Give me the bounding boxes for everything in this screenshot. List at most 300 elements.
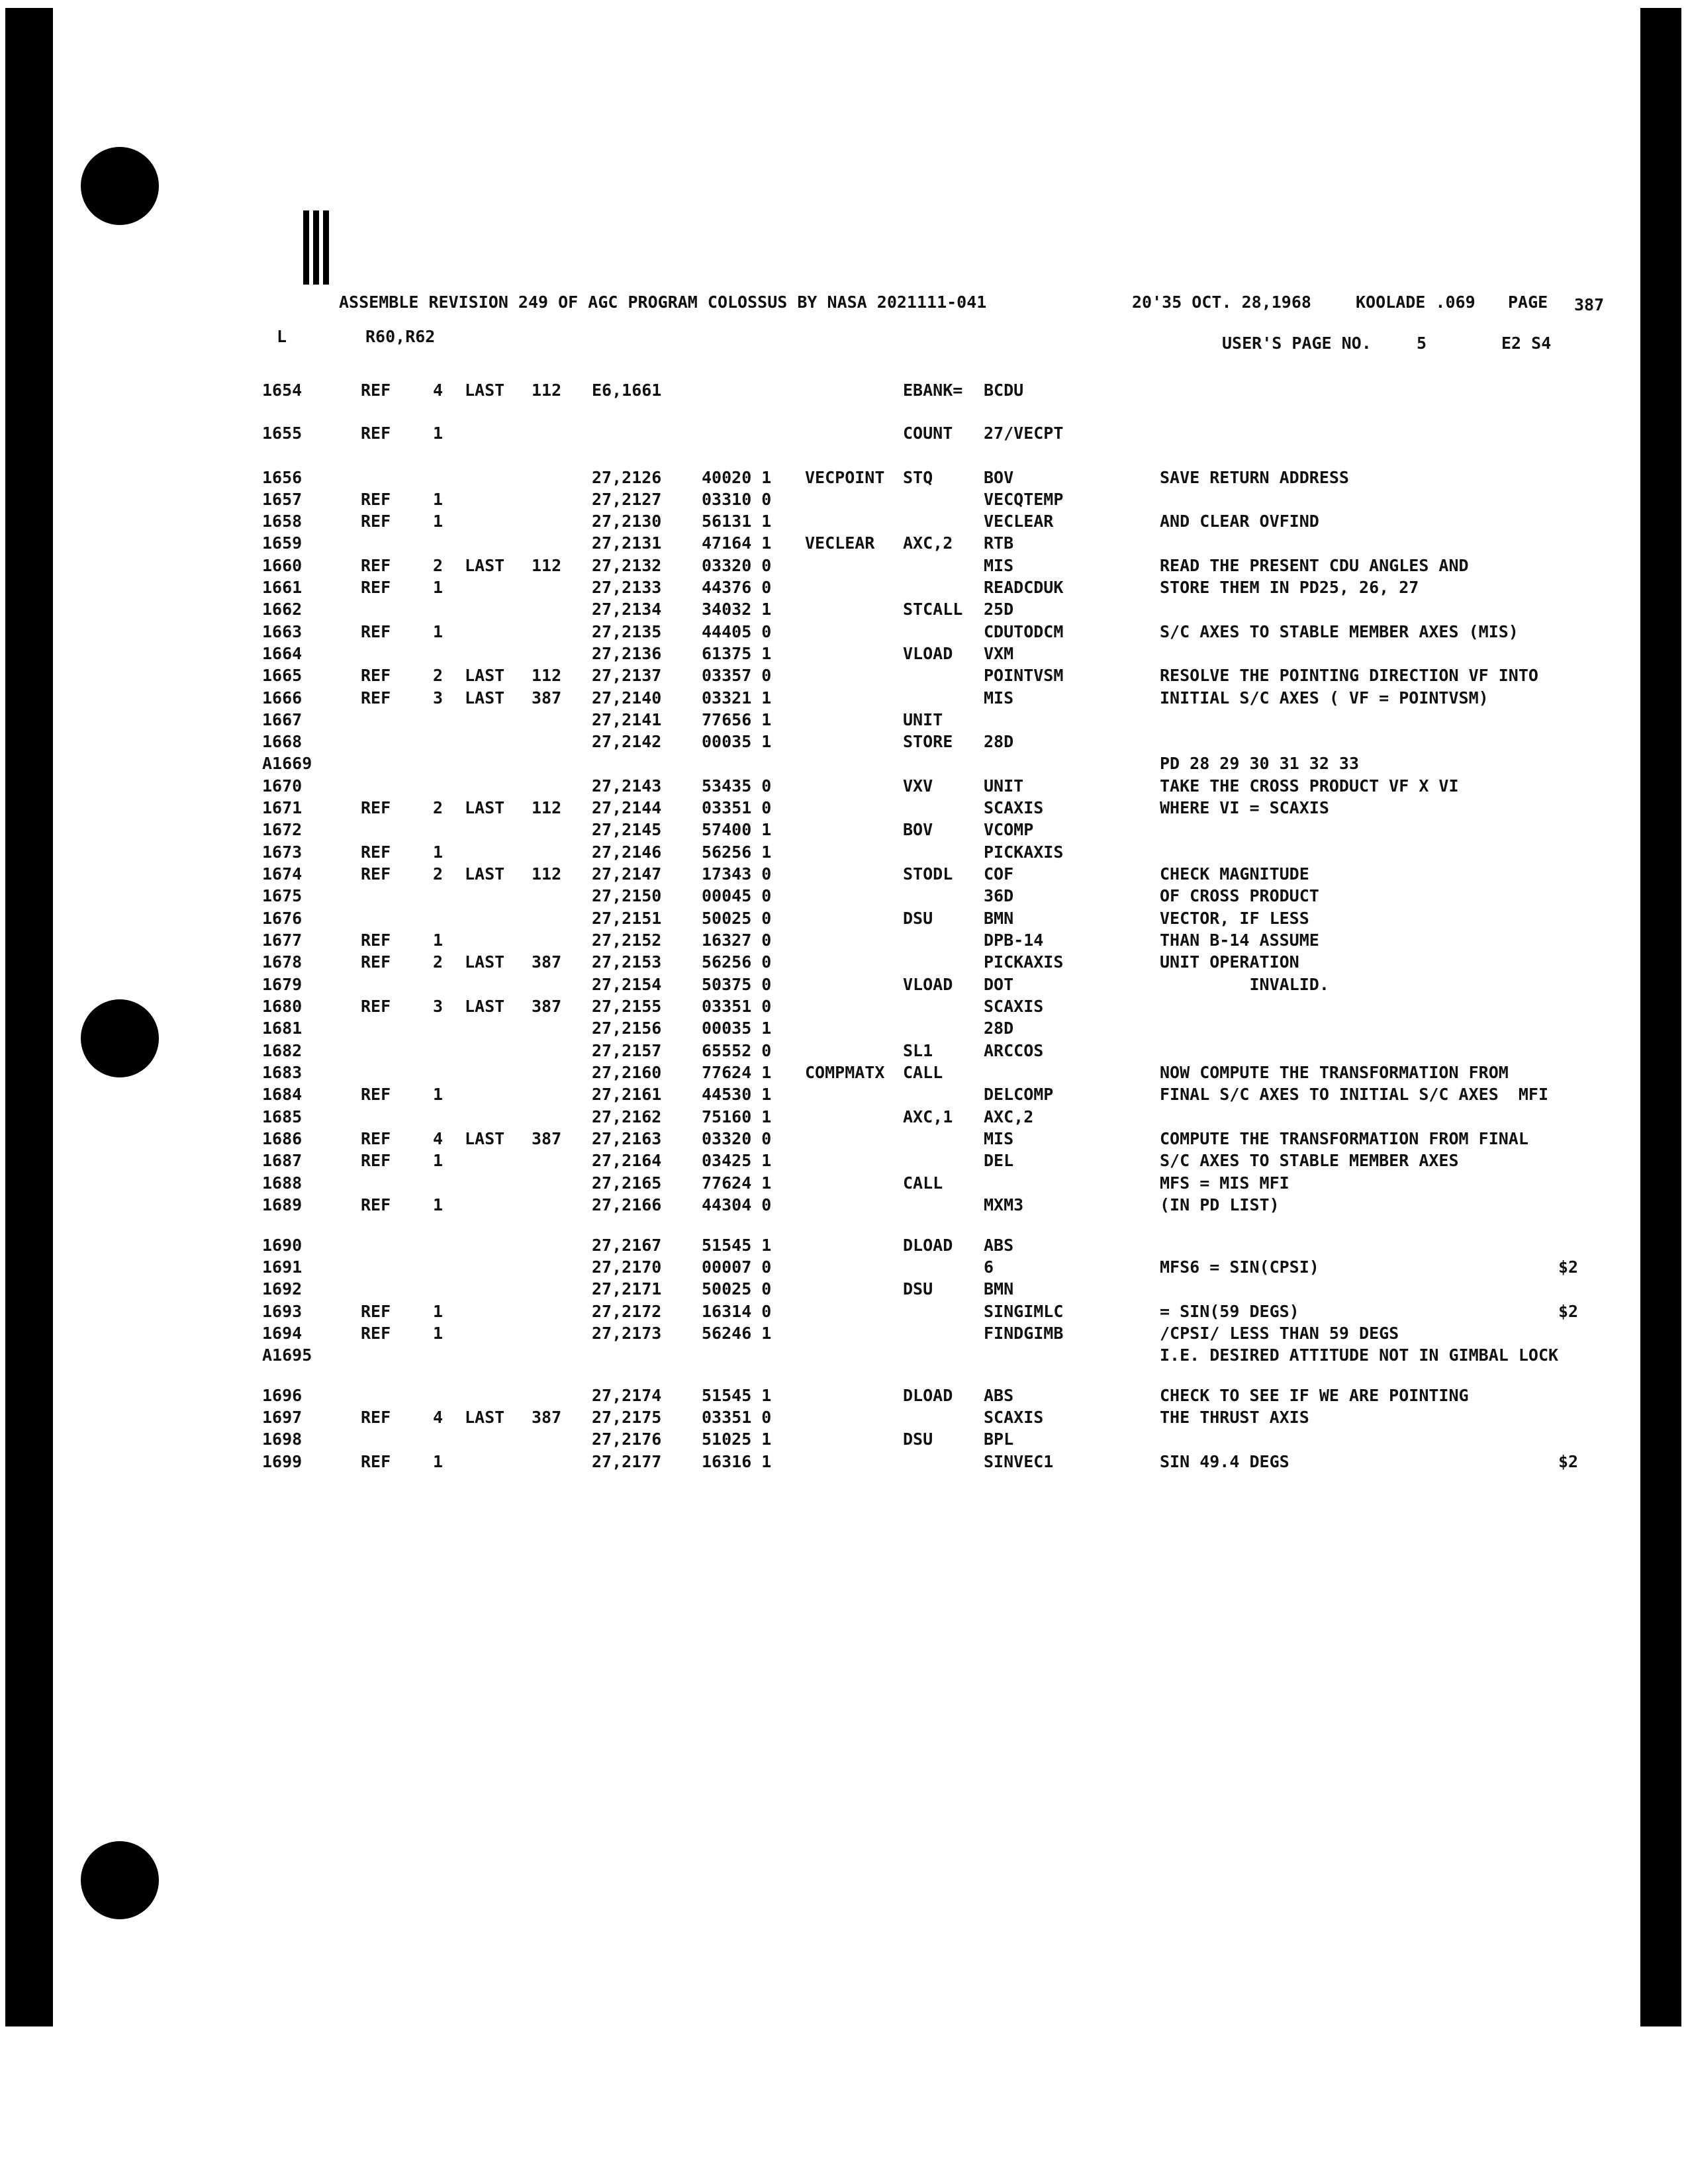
listing-row — [0, 864, 1622, 884]
ref-keyword: REF — [361, 952, 391, 972]
comment: PD 28 29 30 31 32 33 — [1160, 754, 1360, 773]
operand: BOV — [984, 468, 1014, 487]
line-number: 1689 — [262, 1195, 303, 1214]
line-number: 1680 — [262, 997, 303, 1016]
address: 27,2177 — [592, 1452, 662, 1471]
octal-code: 77624 1 — [702, 1063, 772, 1082]
opcode: DLOAD — [903, 1386, 953, 1405]
address: 27,2153 — [592, 952, 662, 972]
line-number: 1683 — [262, 1063, 303, 1082]
subheader-code: E2 S4 — [1501, 334, 1552, 353]
listing-row — [0, 732, 1622, 752]
comment: STORE THEM IN PD25, 26, 27 — [1160, 578, 1419, 597]
comment: NOW COMPUTE THE TRANSFORMATION FROM — [1160, 1063, 1509, 1082]
line-number: 1684 — [262, 1085, 303, 1104]
address: 27,2154 — [592, 975, 662, 994]
operand: 25D — [984, 600, 1014, 619]
address: 27,2156 — [592, 1019, 662, 1038]
subheader-level: L — [277, 327, 287, 346]
line-number: 1655 — [262, 424, 303, 443]
last-page: 112 — [532, 798, 562, 817]
address: 27,2152 — [592, 931, 662, 950]
address: 27,2137 — [592, 666, 662, 685]
subheader-routine: R60,R62 — [365, 327, 436, 346]
printer-logo-mark — [303, 210, 330, 285]
octal-code: 50025 0 — [702, 1279, 772, 1298]
operand: CDUTODCM — [984, 622, 1064, 641]
label: VECLEAR — [805, 533, 875, 553]
ref-count: 2 — [433, 952, 444, 972]
listing-row — [0, 556, 1622, 576]
last-page: 112 — [532, 666, 562, 685]
octal-code: 03351 0 — [702, 997, 772, 1016]
line-number: 1661 — [262, 578, 303, 597]
operand: MIS — [984, 556, 1014, 575]
listing-row — [0, 1041, 1622, 1061]
address: 27,2175 — [592, 1408, 662, 1427]
header-koolade: KOOLADE .069 — [1356, 293, 1476, 312]
line-number: 1660 — [262, 556, 303, 575]
operand: ABS — [984, 1386, 1014, 1405]
listing-row — [0, 909, 1622, 929]
line-number: 1696 — [262, 1386, 303, 1405]
octal-code: 00007 0 — [702, 1257, 772, 1277]
operand: MXM3 — [984, 1195, 1024, 1214]
last-keyword: LAST — [465, 556, 505, 575]
last-keyword: LAST — [465, 381, 505, 400]
line-number: 1699 — [262, 1452, 303, 1471]
subheader-users-page-label: USER'S PAGE NO. — [1222, 334, 1372, 353]
listing-row — [0, 1107, 1622, 1127]
octal-code: 56256 0 — [702, 952, 772, 972]
label: VECPOINT — [805, 468, 885, 487]
line-number: 1682 — [262, 1041, 303, 1060]
octal-code: 51545 1 — [702, 1236, 772, 1255]
ref-keyword: REF — [361, 381, 391, 400]
octal-code: 03321 1 — [702, 688, 772, 707]
operand: DOT — [984, 975, 1014, 994]
octal-code: 00035 1 — [702, 732, 772, 751]
operand: PICKAXIS — [984, 842, 1064, 862]
ref-keyword: REF — [361, 578, 391, 597]
line-number: 1656 — [262, 468, 303, 487]
comment: TAKE THE CROSS PRODUCT VF X VI — [1160, 776, 1459, 796]
address: 27,2142 — [592, 732, 662, 751]
opcode: VXV — [903, 776, 933, 796]
operand: SCAXIS — [984, 997, 1044, 1016]
listing-row — [0, 622, 1622, 642]
octal-code: 16316 1 — [702, 1452, 772, 1471]
listing-row — [0, 776, 1622, 796]
operand: COF — [984, 864, 1014, 884]
listing-row — [0, 1173, 1622, 1193]
operand: BMN — [984, 909, 1014, 928]
line-number: 1673 — [262, 842, 303, 862]
listing-row — [0, 975, 1622, 995]
line-number: 1698 — [262, 1430, 303, 1449]
comment: S/C AXES TO STABLE MEMBER AXES — [1160, 1151, 1459, 1170]
listing-row — [0, 1085, 1622, 1105]
comment: (IN PD LIST) — [1160, 1195, 1280, 1214]
ref-count: 4 — [433, 1129, 444, 1148]
ref-count: 1 — [433, 578, 444, 597]
comment: FINAL S/C AXES TO INITIAL S/C AXES MFI — [1160, 1085, 1548, 1104]
opcode: DSU — [903, 1279, 933, 1298]
opcode: STQ — [903, 468, 933, 487]
operand: 28D — [984, 732, 1014, 751]
line-number: 1666 — [262, 688, 303, 707]
listing-row — [0, 1408, 1622, 1428]
address: 27,2145 — [592, 820, 662, 839]
line-number: 1697 — [262, 1408, 303, 1427]
listing-row — [0, 997, 1622, 1017]
listing-row — [0, 820, 1622, 840]
opcode: DSU — [903, 1430, 933, 1449]
address: E6,1661 — [592, 381, 662, 400]
scan-edge-right — [1640, 8, 1681, 2026]
operand: BMN — [984, 1279, 1014, 1298]
opcode: AXC,2 — [903, 533, 953, 553]
opcode: COUNT — [903, 424, 953, 443]
address: 27,2130 — [592, 512, 662, 531]
opcode: STODL — [903, 864, 953, 884]
comment: COMPUTE THE TRANSFORMATION FROM FINAL — [1160, 1129, 1528, 1148]
line-number: 1678 — [262, 952, 303, 972]
comment: THAN B-14 ASSUME — [1160, 931, 1319, 950]
address: 27,2161 — [592, 1085, 662, 1104]
address: 27,2132 — [592, 556, 662, 575]
listing-row — [0, 1129, 1622, 1149]
octal-code: 56246 1 — [702, 1324, 772, 1343]
last-keyword: LAST — [465, 1408, 505, 1427]
line-number: 1671 — [262, 798, 303, 817]
listing-row — [0, 490, 1622, 510]
last-keyword: LAST — [465, 864, 505, 884]
address: 27,2163 — [592, 1129, 662, 1148]
octal-code: 44530 1 — [702, 1085, 772, 1104]
operand: SCAXIS — [984, 798, 1044, 817]
octal-code: 61375 1 — [702, 644, 772, 663]
ref-count: 2 — [433, 556, 444, 575]
header-datetime: 20'35 OCT. 28,1968 — [1132, 293, 1311, 312]
address: 27,2141 — [592, 710, 662, 729]
address: 27,2133 — [592, 578, 662, 597]
operand: POINTVSM — [984, 666, 1064, 685]
ref-count: 2 — [433, 798, 444, 817]
octal-code: 00035 1 — [702, 1019, 772, 1038]
opcode: CALL — [903, 1063, 943, 1082]
comment: SIN 49.4 DEGS — [1160, 1452, 1289, 1471]
operand: VECLEAR — [984, 512, 1054, 531]
listing-row — [0, 1151, 1622, 1171]
opcode: AXC,1 — [903, 1107, 953, 1126]
line-number: 1685 — [262, 1107, 303, 1126]
comment: RESOLVE THE POINTING DIRECTION VF INTO — [1160, 666, 1538, 685]
comment: THE THRUST AXIS — [1160, 1408, 1309, 1427]
operand: BPL — [984, 1430, 1014, 1449]
line-number: 1692 — [262, 1279, 303, 1298]
ref-count: 1 — [433, 512, 444, 531]
ref-keyword: REF — [361, 1302, 391, 1321]
octal-code: 51025 1 — [702, 1430, 772, 1449]
octal-code: 51545 1 — [702, 1386, 772, 1405]
ref-keyword: REF — [361, 556, 391, 575]
operand: UNIT — [984, 776, 1024, 796]
octal-code: 75160 1 — [702, 1107, 772, 1126]
octal-code: 53435 0 — [702, 776, 772, 796]
line-number: 1675 — [262, 886, 303, 905]
listing-row — [0, 1302, 1622, 1322]
comment: AND CLEAR OVFIND — [1160, 512, 1319, 531]
line-number: 1670 — [262, 776, 303, 796]
last-page: 112 — [532, 556, 562, 575]
comment: = SIN(59 DEGS) — [1160, 1302, 1299, 1321]
line-number: 1679 — [262, 975, 303, 994]
line-number: 1686 — [262, 1129, 303, 1148]
octal-code: 44376 0 — [702, 578, 772, 597]
ref-keyword: REF — [361, 1324, 391, 1343]
listing-row — [0, 1019, 1622, 1038]
address: 27,2170 — [592, 1257, 662, 1277]
ref-count: 1 — [433, 622, 444, 641]
operand: SCAXIS — [984, 1408, 1044, 1427]
opcode: DSU — [903, 909, 933, 928]
revision-mark: $2 — [1558, 1302, 1579, 1321]
octal-code: 17343 0 — [702, 864, 772, 884]
operand: ABS — [984, 1236, 1014, 1255]
line-number: 1658 — [262, 512, 303, 531]
listing-row — [0, 1195, 1622, 1215]
last-page: 387 — [532, 1129, 562, 1148]
line-number: 1681 — [262, 1019, 303, 1038]
listing-row — [0, 533, 1622, 553]
address: 27,2147 — [592, 864, 662, 884]
comment: SAVE RETURN ADDRESS — [1160, 468, 1349, 487]
address: 27,2155 — [592, 997, 662, 1016]
last-page: 387 — [532, 952, 562, 972]
line-number: A1669 — [262, 754, 312, 773]
comment: UNIT OPERATION — [1160, 952, 1299, 972]
listing-row — [0, 1430, 1622, 1449]
ref-count: 1 — [433, 424, 444, 443]
operand: 27/VECPT — [984, 424, 1064, 443]
octal-code: 47164 1 — [702, 533, 772, 553]
listing-row — [0, 1452, 1622, 1472]
last-keyword: LAST — [465, 997, 505, 1016]
octal-code: 03357 0 — [702, 666, 772, 685]
listing-row — [0, 600, 1622, 619]
operand: 6 — [984, 1257, 994, 1277]
octal-code: 03320 0 — [702, 1129, 772, 1148]
address: 27,2134 — [592, 600, 662, 619]
comment: READ THE PRESENT CDU ANGLES AND — [1160, 556, 1469, 575]
revision-mark: $2 — [1558, 1257, 1579, 1277]
address: 27,2166 — [592, 1195, 662, 1214]
header-title: ASSEMBLE REVISION 249 OF AGC PROGRAM COLOSSUS BY NASA 2021111-041 — [339, 293, 987, 312]
listing-row — [0, 754, 1622, 774]
address: 27,2127 — [592, 490, 662, 509]
operand: SINGIMLC — [984, 1302, 1064, 1321]
line-number: 1693 — [262, 1302, 303, 1321]
operand: DELCOMP — [984, 1085, 1054, 1104]
line-number: 1691 — [262, 1257, 303, 1277]
opcode: SL1 — [903, 1041, 933, 1060]
operand: DEL — [984, 1151, 1014, 1170]
ref-count: 1 — [433, 842, 444, 862]
ref-keyword: REF — [361, 997, 391, 1016]
octal-code: 34032 1 — [702, 600, 772, 619]
ref-count: 2 — [433, 666, 444, 685]
address: 27,2143 — [592, 776, 662, 796]
listing-row — [0, 512, 1622, 531]
octal-code: 03425 1 — [702, 1151, 772, 1170]
ref-count: 1 — [433, 1085, 444, 1104]
operand: BCDU — [984, 381, 1024, 400]
ref-keyword: REF — [361, 842, 391, 862]
line-number: 1674 — [262, 864, 303, 884]
listing-row — [0, 666, 1622, 686]
line-number: A1695 — [262, 1345, 312, 1365]
listing-row — [0, 688, 1622, 708]
ref-count: 1 — [433, 1151, 444, 1170]
comment: CHECK MAGNITUDE — [1160, 864, 1309, 884]
listing-row — [0, 424, 1622, 443]
address: 27,2157 — [592, 1041, 662, 1060]
octal-code: 56131 1 — [702, 512, 772, 531]
operand: VECQTEMP — [984, 490, 1064, 509]
address: 27,2135 — [592, 622, 662, 641]
label: COMPMATX — [805, 1063, 885, 1082]
address: 27,2144 — [592, 798, 662, 817]
last-page: 387 — [532, 688, 562, 707]
octal-code: 77624 1 — [702, 1173, 772, 1193]
comment: INITIAL S/C AXES ( VF = POINTVSM) — [1160, 688, 1489, 707]
operand: ARCCOS — [984, 1041, 1044, 1060]
listing-row — [0, 798, 1622, 818]
octal-code: 50025 0 — [702, 909, 772, 928]
ref-count: 1 — [433, 931, 444, 950]
ref-keyword: REF — [361, 512, 391, 531]
comment: VECTOR, IF LESS — [1160, 909, 1309, 928]
octal-code: 65552 0 — [702, 1041, 772, 1060]
last-keyword: LAST — [465, 666, 505, 685]
operand: VXM — [984, 644, 1014, 663]
opcode: STORE — [903, 732, 953, 751]
listing-row — [0, 1345, 1622, 1365]
listing-row — [0, 886, 1622, 906]
operand: READCDUK — [984, 578, 1064, 597]
address: 27,2171 — [592, 1279, 662, 1298]
line-number: 1676 — [262, 909, 303, 928]
line-number: 1672 — [262, 820, 303, 839]
ref-count: 4 — [433, 1408, 444, 1427]
ref-count: 1 — [433, 1452, 444, 1471]
listing-row — [0, 710, 1622, 730]
opcode: UNIT — [903, 710, 943, 729]
listing-row — [0, 644, 1622, 664]
address: 27,2173 — [592, 1324, 662, 1343]
ref-keyword: REF — [361, 1195, 391, 1214]
opcode: BOV — [903, 820, 933, 839]
line-number: 1665 — [262, 666, 303, 685]
octal-code: 03310 0 — [702, 490, 772, 509]
operand: FINDGIMB — [984, 1324, 1064, 1343]
ref-count: 1 — [433, 1195, 444, 1214]
operand: 36D — [984, 886, 1014, 905]
ref-keyword: REF — [361, 424, 391, 443]
last-page: 387 — [532, 997, 562, 1016]
address: 27,2167 — [592, 1236, 662, 1255]
listing-row — [0, 1257, 1622, 1277]
listing-row — [0, 578, 1622, 598]
line-number: 1663 — [262, 622, 303, 641]
line-number: 1688 — [262, 1173, 303, 1193]
ref-keyword: REF — [361, 1151, 391, 1170]
comment: WHERE VI = SCAXIS — [1160, 798, 1329, 817]
operand: VCOMP — [984, 820, 1034, 839]
listing-row — [0, 952, 1622, 972]
ref-keyword: REF — [361, 1129, 391, 1148]
line-number: 1659 — [262, 533, 303, 553]
operand: DPB-14 — [984, 931, 1044, 950]
listing-row — [0, 1324, 1622, 1343]
ref-keyword: REF — [361, 864, 391, 884]
comment: I.E. DESIRED ATTITUDE NOT IN GIMBAL LOCK — [1160, 1345, 1559, 1365]
octal-code: 03351 0 — [702, 1408, 772, 1427]
comment: INVALID. — [1160, 975, 1329, 994]
octal-code: 77656 1 — [702, 710, 772, 729]
ref-count: 1 — [433, 1324, 444, 1343]
octal-code: 44405 0 — [702, 622, 772, 641]
ref-keyword: REF — [361, 798, 391, 817]
line-number: 1664 — [262, 644, 303, 663]
ref-keyword: REF — [361, 1085, 391, 1104]
last-keyword: LAST — [465, 1129, 505, 1148]
octal-code: 56256 1 — [702, 842, 772, 862]
octal-code: 03351 0 — [702, 798, 772, 817]
line-number: 1654 — [262, 381, 303, 400]
ref-count: 3 — [433, 688, 444, 707]
address: 27,2176 — [592, 1430, 662, 1449]
line-number: 1677 — [262, 931, 303, 950]
octal-code: 16327 0 — [702, 931, 772, 950]
listing-row — [0, 1063, 1622, 1083]
opcode: VLOAD — [903, 644, 953, 663]
address: 27,2140 — [592, 688, 662, 707]
ref-keyword: REF — [361, 931, 391, 950]
listing-row — [0, 1279, 1622, 1299]
last-keyword: LAST — [465, 798, 505, 817]
address: 27,2151 — [592, 909, 662, 928]
line-number: 1687 — [262, 1151, 303, 1170]
last-keyword: LAST — [465, 688, 505, 707]
ref-keyword: REF — [361, 688, 391, 707]
operand: AXC,2 — [984, 1107, 1034, 1126]
address: 27,2162 — [592, 1107, 662, 1126]
revision-mark: $2 — [1558, 1452, 1579, 1471]
address: 27,2164 — [592, 1151, 662, 1170]
header-page-number: 387 — [1574, 295, 1605, 314]
line-number: 1690 — [262, 1236, 303, 1255]
comment: S/C AXES TO STABLE MEMBER AXES (MIS) — [1160, 622, 1519, 641]
ref-keyword: REF — [361, 1408, 391, 1427]
operand: MIS — [984, 688, 1014, 707]
header-page-label: PAGE — [1508, 293, 1548, 312]
last-page: 387 — [532, 1408, 562, 1427]
address: 27,2172 — [592, 1302, 662, 1321]
comment: CHECK TO SEE IF WE ARE POINTING — [1160, 1386, 1469, 1405]
opcode: STCALL — [903, 600, 963, 619]
